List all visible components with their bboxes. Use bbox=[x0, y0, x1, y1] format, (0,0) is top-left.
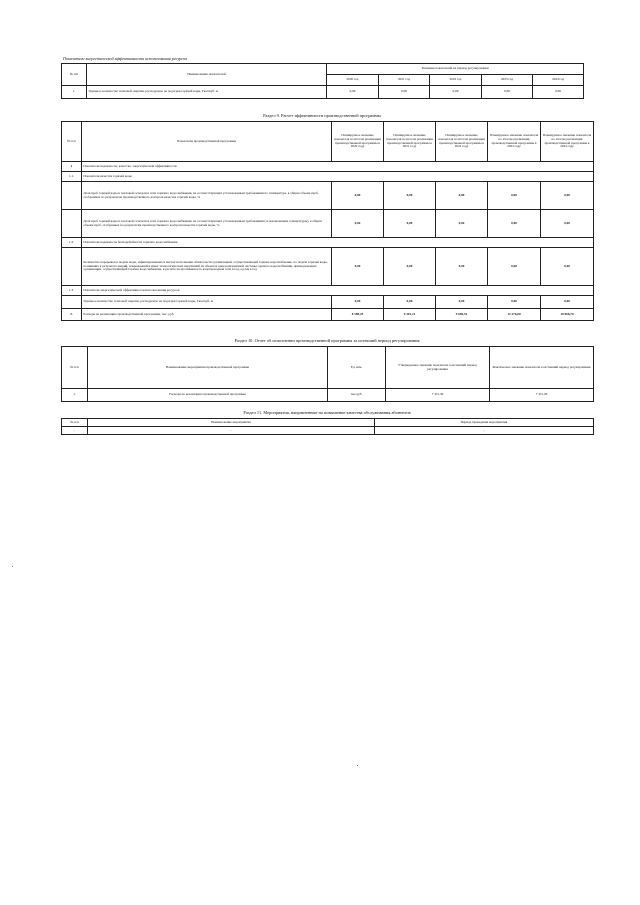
row-value: 0,00 bbox=[384, 182, 436, 210]
section10-head-name: Наименование мероприятия производственной программы bbox=[88, 347, 328, 389]
row-num: 1. bbox=[62, 389, 88, 402]
section9-head-col: Планируемое значение показателя по итогам реализации производственной программы в 2020 году bbox=[332, 122, 384, 162]
row-value: 0,06 bbox=[482, 86, 533, 99]
table-row bbox=[62, 162, 594, 172]
table-row bbox=[62, 427, 594, 435]
row-num: 1.2. bbox=[62, 238, 82, 248]
row-value: 0,06 bbox=[379, 86, 430, 99]
section11-head-period: Период проведения мероприятия bbox=[375, 419, 594, 427]
section11-head-name: Наименование мероприятия bbox=[88, 419, 375, 427]
section10-head-num: № п/п bbox=[62, 347, 88, 389]
section11-head-num: № п/п bbox=[62, 419, 88, 427]
section8-table bbox=[61, 63, 584, 99]
row-name: - bbox=[88, 427, 375, 435]
row-value: 0,06 bbox=[332, 296, 384, 309]
section8-year: 2020 год bbox=[327, 75, 379, 86]
row-num bbox=[62, 210, 82, 238]
row-num: 1.1. bbox=[62, 172, 82, 182]
row-value: 0,00 bbox=[436, 182, 488, 210]
row-value: 0,00 bbox=[436, 248, 488, 286]
scan-speck bbox=[357, 765, 358, 766]
row-name: Доля проб горячей воды в тепловой сети или в сети горячего водоснабжения, не соответствующих установленным требованиям (за исключением температуры), в общем объеме проб, отобранных по результатам производственного контроля качества горячей воды, % bbox=[82, 210, 332, 238]
row-name: Показатели надежности, качества, энергетической эффективности bbox=[82, 162, 594, 172]
row-value: 0,00 bbox=[332, 210, 384, 238]
row-num: 1 bbox=[62, 162, 82, 172]
row-value: 0,00 bbox=[541, 210, 594, 238]
row-num bbox=[62, 248, 82, 286]
row-name: Показатели энергетической эффективности использования ресурсов bbox=[82, 286, 594, 296]
row-value: 0,06 bbox=[488, 296, 541, 309]
row-value: 0,06 bbox=[436, 296, 488, 309]
row-name: Удельное количество тепловой энергии, расходуемое на подогрев горячей воды, Гкал/куб. м bbox=[82, 296, 332, 309]
row-num: 2. bbox=[62, 309, 82, 321]
row-value: 0,00 bbox=[541, 182, 594, 210]
row-name: Удельное количество тепловой энергии, расходуемое на подогрев горячей воды, Гкал/куб. м bbox=[87, 86, 327, 99]
row-period: - bbox=[375, 427, 594, 435]
row-value: 0,06 bbox=[541, 296, 594, 309]
section10-head-plan: Утвержденное значение показателя за истекший период регулирования bbox=[386, 347, 490, 389]
row-name: Доля проб горячей воды в тепловой сети или в сети горячего водоснабжения, не соответствующих установленным требованиям по температуре, в общем объеме проб, отобранных по результатам производственного контроля качества горячей воды, % bbox=[82, 182, 332, 210]
row-name: Показатели надежности бесперебойности горячего водоснабжения bbox=[82, 238, 594, 248]
row-plan: 7 315,30 bbox=[386, 389, 490, 402]
section8-year: 2023 год bbox=[482, 75, 533, 86]
section10-head-fact: Фактическое значение показателя за истекший период регулирования bbox=[490, 347, 594, 389]
row-value: 9 696,51 bbox=[436, 309, 488, 321]
section10-title: Раздел 10. Отчет об исполнении производственной программы за истекший период регулирования bbox=[234, 338, 420, 343]
section9-head-col: Планируемое значение показателя по итогам реализации производственной программы в 2023 году bbox=[488, 122, 541, 162]
row-value: 8 188,25 bbox=[332, 309, 384, 321]
row-value: 0,06 bbox=[384, 296, 436, 309]
row-num bbox=[62, 182, 82, 210]
row-value: 0,06 bbox=[430, 86, 482, 99]
section8-head-num: № п/п bbox=[62, 64, 87, 86]
section9-head-num: № п/п bbox=[62, 122, 82, 162]
row-value: 0,00 bbox=[332, 248, 384, 286]
row-value: 0,00 bbox=[384, 248, 436, 286]
row-name: Количество перерывов в подаче воды, зафиксированных в местах исполнения обязательств организацией, осуществляющей горячее водоснабжение, по подаче горячей воды, возникших в результате аварий, повреждений и иных технологических нарушений на объектах централизованной системы горячего водоснабжения, принадлежащих организации, осуществляющей горячее водоснабжение, в расчете на протяженность водопроводной сети в год, ед./км в год bbox=[82, 248, 332, 286]
table-row bbox=[62, 309, 594, 321]
table-row bbox=[62, 238, 594, 248]
row-value: 0,00 bbox=[488, 248, 541, 286]
row-num: 1. bbox=[62, 86, 87, 99]
row-value: 9 301,21 bbox=[384, 309, 436, 321]
row-value: 0,06 bbox=[533, 86, 584, 99]
section8-head-group: Значения показателей на период регулирования bbox=[327, 64, 584, 75]
row-value: 12 276,00 bbox=[488, 309, 541, 321]
row-value: 0,00 bbox=[332, 182, 384, 210]
table-row bbox=[62, 248, 594, 286]
row-value: 0,00 bbox=[488, 182, 541, 210]
section8-year: 2022 год bbox=[430, 75, 482, 86]
table-row bbox=[62, 86, 584, 99]
row-unit: тыс.руб. bbox=[328, 389, 386, 402]
section9-head-col: Планируемое значение показателя по итогам реализации производственной программы в 2021 году bbox=[384, 122, 436, 162]
section9-head-col: Планируемое значение показателя по итогам реализации производственной программы в 2024 году bbox=[541, 122, 594, 162]
row-value: 0,00 bbox=[436, 210, 488, 238]
row-name: Показатели качества горячей воды bbox=[82, 172, 594, 182]
row-name: Расходы на реализацию производственной программы bbox=[88, 389, 328, 402]
row-num: - bbox=[62, 427, 88, 435]
section11-table bbox=[61, 418, 594, 435]
section11-title: Раздел 11. Мероприятия, направленные на повышение качества обслуживания абонентов bbox=[243, 410, 411, 415]
row-fact: 7 315,26 bbox=[490, 389, 594, 402]
row-value: 0,06 bbox=[327, 86, 379, 99]
scan-speck bbox=[12, 566, 13, 567]
section8-caption: Показатели энергетической эффективности использования ресурсов bbox=[63, 56, 188, 61]
table-row bbox=[62, 172, 594, 182]
section9-table bbox=[61, 121, 594, 321]
table-row bbox=[62, 210, 594, 238]
table-row bbox=[62, 182, 594, 210]
section10-table bbox=[61, 346, 594, 402]
section8-year: 2024 год bbox=[533, 75, 584, 86]
row-num: 1.3. bbox=[62, 286, 82, 296]
row-value: 0,00 bbox=[541, 248, 594, 286]
section9-head-name: Показатели производственной программы bbox=[82, 122, 332, 162]
section9-head-col: Планируемое значение показателя по итогам реализации производственной программы в 2022 году bbox=[436, 122, 488, 162]
table-row bbox=[62, 286, 594, 296]
row-num bbox=[62, 296, 82, 309]
section8-year: 2021 год bbox=[379, 75, 430, 86]
row-value: 0,00 bbox=[488, 210, 541, 238]
section8-head-name: Наименование показателей bbox=[87, 64, 327, 86]
table-row bbox=[62, 296, 594, 309]
row-name: Расходы на реализацию производственной программы, тыс. руб. bbox=[82, 309, 332, 321]
row-value: 0,00 bbox=[384, 210, 436, 238]
section9-title: Раздел 9. Расчет эффективности производственной программы bbox=[263, 113, 381, 118]
section10-head-unit: Ед. изм. bbox=[328, 347, 386, 389]
table-row bbox=[62, 389, 594, 402]
row-value: 10 066,70 bbox=[541, 309, 594, 321]
